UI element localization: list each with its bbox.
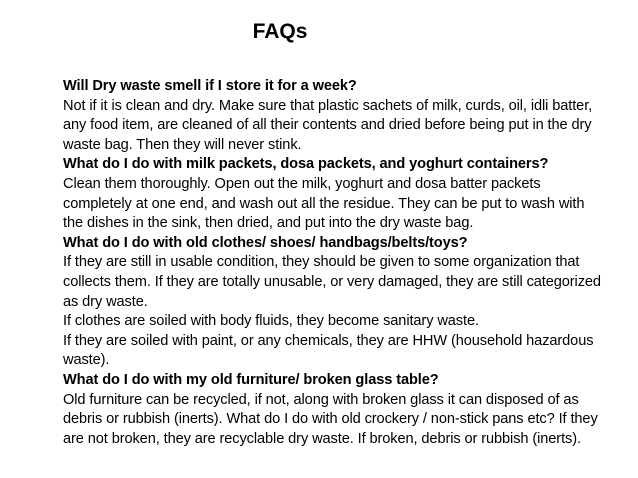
- page-title-text: FAQs: [252, 20, 308, 43]
- faq-answer-old-clothes-usable: If they are still in usable condition, they should be given to some organization that collects them. If they are totally unusable, or very damaged, they are still categorized as dry waste.: [63, 254, 601, 310]
- page-title: [0, 20, 560, 44]
- faq-answer-old-clothes-soiled-body-fluids: If clothes are soiled with body fluids, they become sanitary waste.: [63, 313, 479, 330]
- faq-content: [63, 77, 603, 449]
- faq-question-dry-waste-smell: Will Dry waste smell if I store it for a week?: [63, 78, 357, 94]
- faq-question-old-clothes: What do I do with old clothes/ shoes/ handbags/belts/toys?: [63, 234, 468, 251]
- faq-question-milk-packets: What do I do with milk packets, dosa packets, and yoghurt containers?: [63, 156, 549, 173]
- faq-answer-milk-packets: Clean them thoroughly. Open out the milk, yoghurt and dosa batter packets completely at one end, and wash out all the residue. They can be put to wash with the dishes in the sink, then dried, and put into the dry waste bag.: [63, 175, 585, 232]
- faq-answer-old-furniture: Old furniture can be recycled, if not, along with broken glass it can disposed of as debris or rubbish (inerts). What do I do with old crockery / non-stick pans etc? If they are not broken, they are recyclable dry waste. If broken, debris or rubbish (inerts).: [63, 391, 598, 447]
- faq-answer-old-clothes-soiled-chemicals: If they are soiled with paint, or any chemicals, they are HHW (household hazardous waste).: [63, 332, 594, 369]
- faq-question-old-furniture: What do I do with my old furniture/ broken glass table?: [63, 371, 439, 388]
- faq-answer-dry-waste-smell: Not if it is clean and dry. Make sure that plastic sachets of milk, curds, oil, idli batter, any food item, are cleaned of all their contents and dried before being put in the dry waste bag. Then they will never stink.: [63, 97, 593, 153]
